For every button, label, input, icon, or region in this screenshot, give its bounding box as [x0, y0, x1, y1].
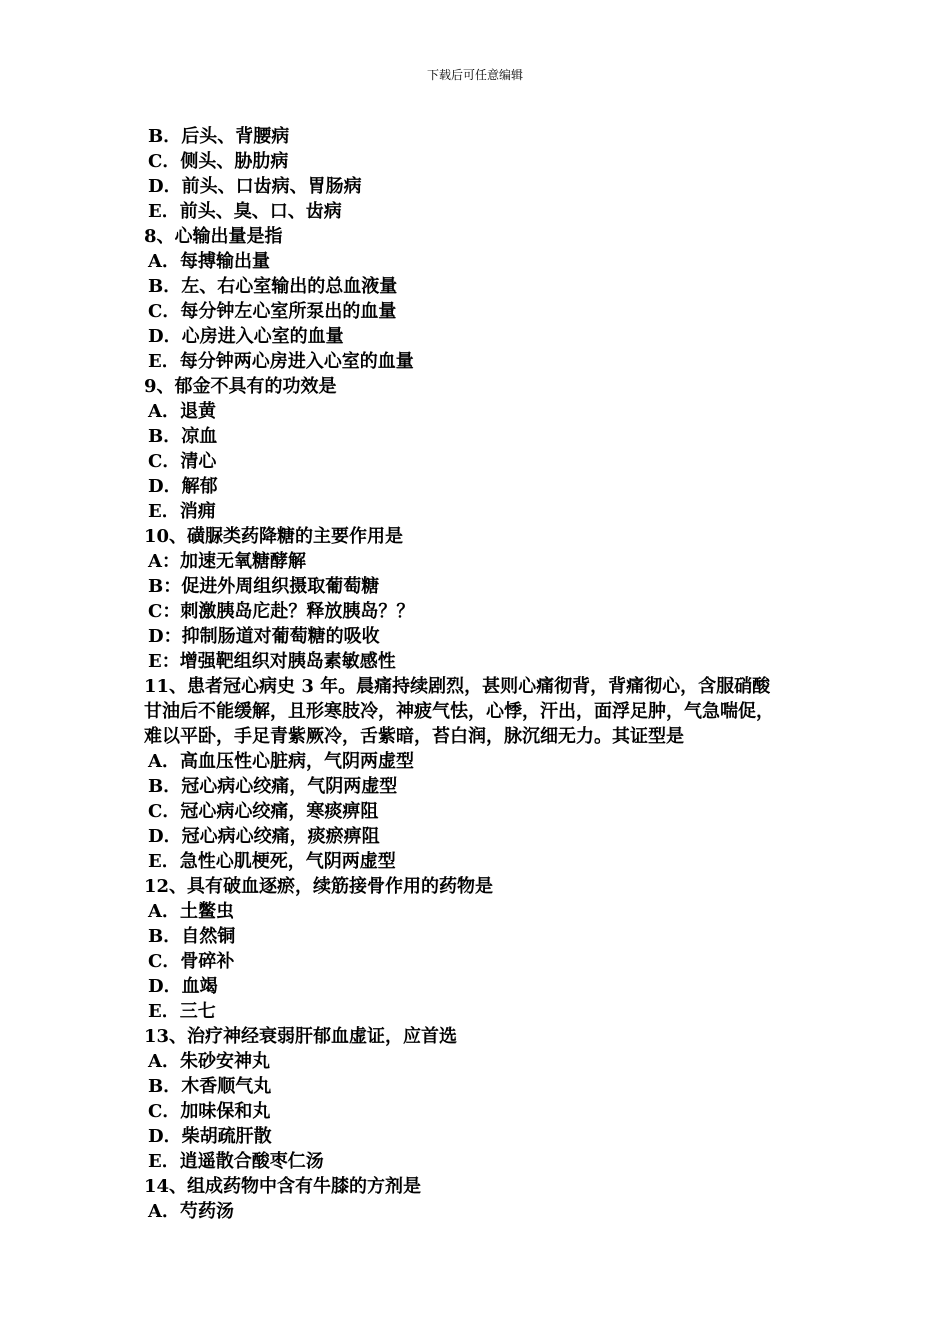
- answer-option: E．每分钟两心房进入心室的血量: [148, 351, 414, 372]
- answer-option: A：加速无氧糖酵解: [148, 551, 306, 572]
- answer-option: D：抑制肠道对葡萄糖的吸收: [148, 626, 380, 647]
- answer-option: B．凉血: [148, 426, 218, 447]
- answer-option: E：增强靶组织对胰岛素敏感性: [148, 651, 396, 672]
- question-stem: 8、心输出量是指: [144, 226, 283, 247]
- answer-option: C．加味保和丸: [148, 1101, 271, 1122]
- answer-option: E．消痈: [148, 501, 216, 522]
- answer-option: A．退黄: [148, 401, 216, 422]
- answer-option: E．三七: [148, 1001, 216, 1022]
- answer-option: A．土鳖虫: [148, 901, 234, 922]
- question-block-before: [144, 124, 824, 674]
- answer-option: D．解郁: [148, 476, 218, 497]
- question-block-after: [144, 749, 824, 1224]
- answer-option: C．骨碎补: [148, 951, 235, 972]
- question-11-line-2: 甘油后不能缓解，且形寒肢冷，神疲气怯，心悸，汗出，面浮足肿，气急喘促，: [144, 701, 774, 722]
- question-stem: 12、具有破血逐瘀，续筋接骨作用的药物是: [144, 876, 494, 897]
- question-stem: 13、治疗神经衰弱肝郁血虚证，应首选: [144, 1026, 458, 1047]
- answer-option: A．朱砂安神丸: [148, 1051, 270, 1072]
- answer-option: E．逍遥散合酸枣仁汤: [148, 1151, 324, 1172]
- answer-option: C．每分钟左心室所泵出的血量: [148, 301, 397, 322]
- answer-option: D．冠心病心绞痛，痰瘀痹阻: [148, 826, 380, 847]
- answer-option: C．清心: [148, 451, 217, 472]
- answer-option: E．前头、臭、口、齿病: [148, 201, 342, 222]
- answer-option: C．侧头、胁肋病: [148, 151, 289, 172]
- answer-option: A．每搏输出量: [148, 251, 270, 272]
- answer-option: D．前头、口齿病、胃肠病: [148, 176, 362, 197]
- document-body: [144, 124, 824, 1224]
- answer-option: B．冠心病心绞痛，气阴两虚型: [148, 776, 398, 797]
- answer-option: C：刺激胰岛庀赴？释放胰岛？？: [148, 601, 415, 622]
- answer-option: B：促进外周组织摄取葡萄糖: [148, 576, 380, 597]
- answer-option: B．自然铜: [148, 926, 236, 947]
- question-11-line-3: 难以平卧，手足青紫厥冷，舌紫暗，苔白润，脉沉细无力。其证型是: [144, 726, 684, 747]
- answer-option: B．后头、背腰病: [148, 126, 290, 147]
- answer-option: E．急性心肌梗死，气阴两虚型: [148, 851, 396, 872]
- answer-option: D．血竭: [148, 976, 218, 997]
- page-header: 下载后可任意编辑: [426, 68, 523, 82]
- answer-option: A．芍药汤: [148, 1201, 234, 1222]
- answer-option: C．冠心病心绞痛，寒痰痹阻: [148, 801, 379, 822]
- answer-option: B．木香顺气丸: [148, 1076, 272, 1097]
- answer-option: D．柴胡疏肝散: [148, 1126, 272, 1147]
- answer-option: B．左、右心室输出的总血液量: [148, 276, 398, 297]
- answer-option: A．高血压性心脏病，气阴两虚型: [148, 751, 414, 772]
- answer-option: D．心房进入心室的血量: [148, 326, 344, 347]
- question-stem: 10、磺脲类药降糖的主要作用是: [144, 526, 404, 547]
- question-stem: 9、郁金不具有的功效是: [144, 376, 337, 397]
- question-11-line-1: 11、患者冠心病史 3 年。晨痛持续剧烈，甚则心痛彻背，背痛彻心，含服硝酸: [144, 676, 771, 697]
- question-stem: 14、组成药物中含有牛膝的方剂是: [144, 1176, 422, 1197]
